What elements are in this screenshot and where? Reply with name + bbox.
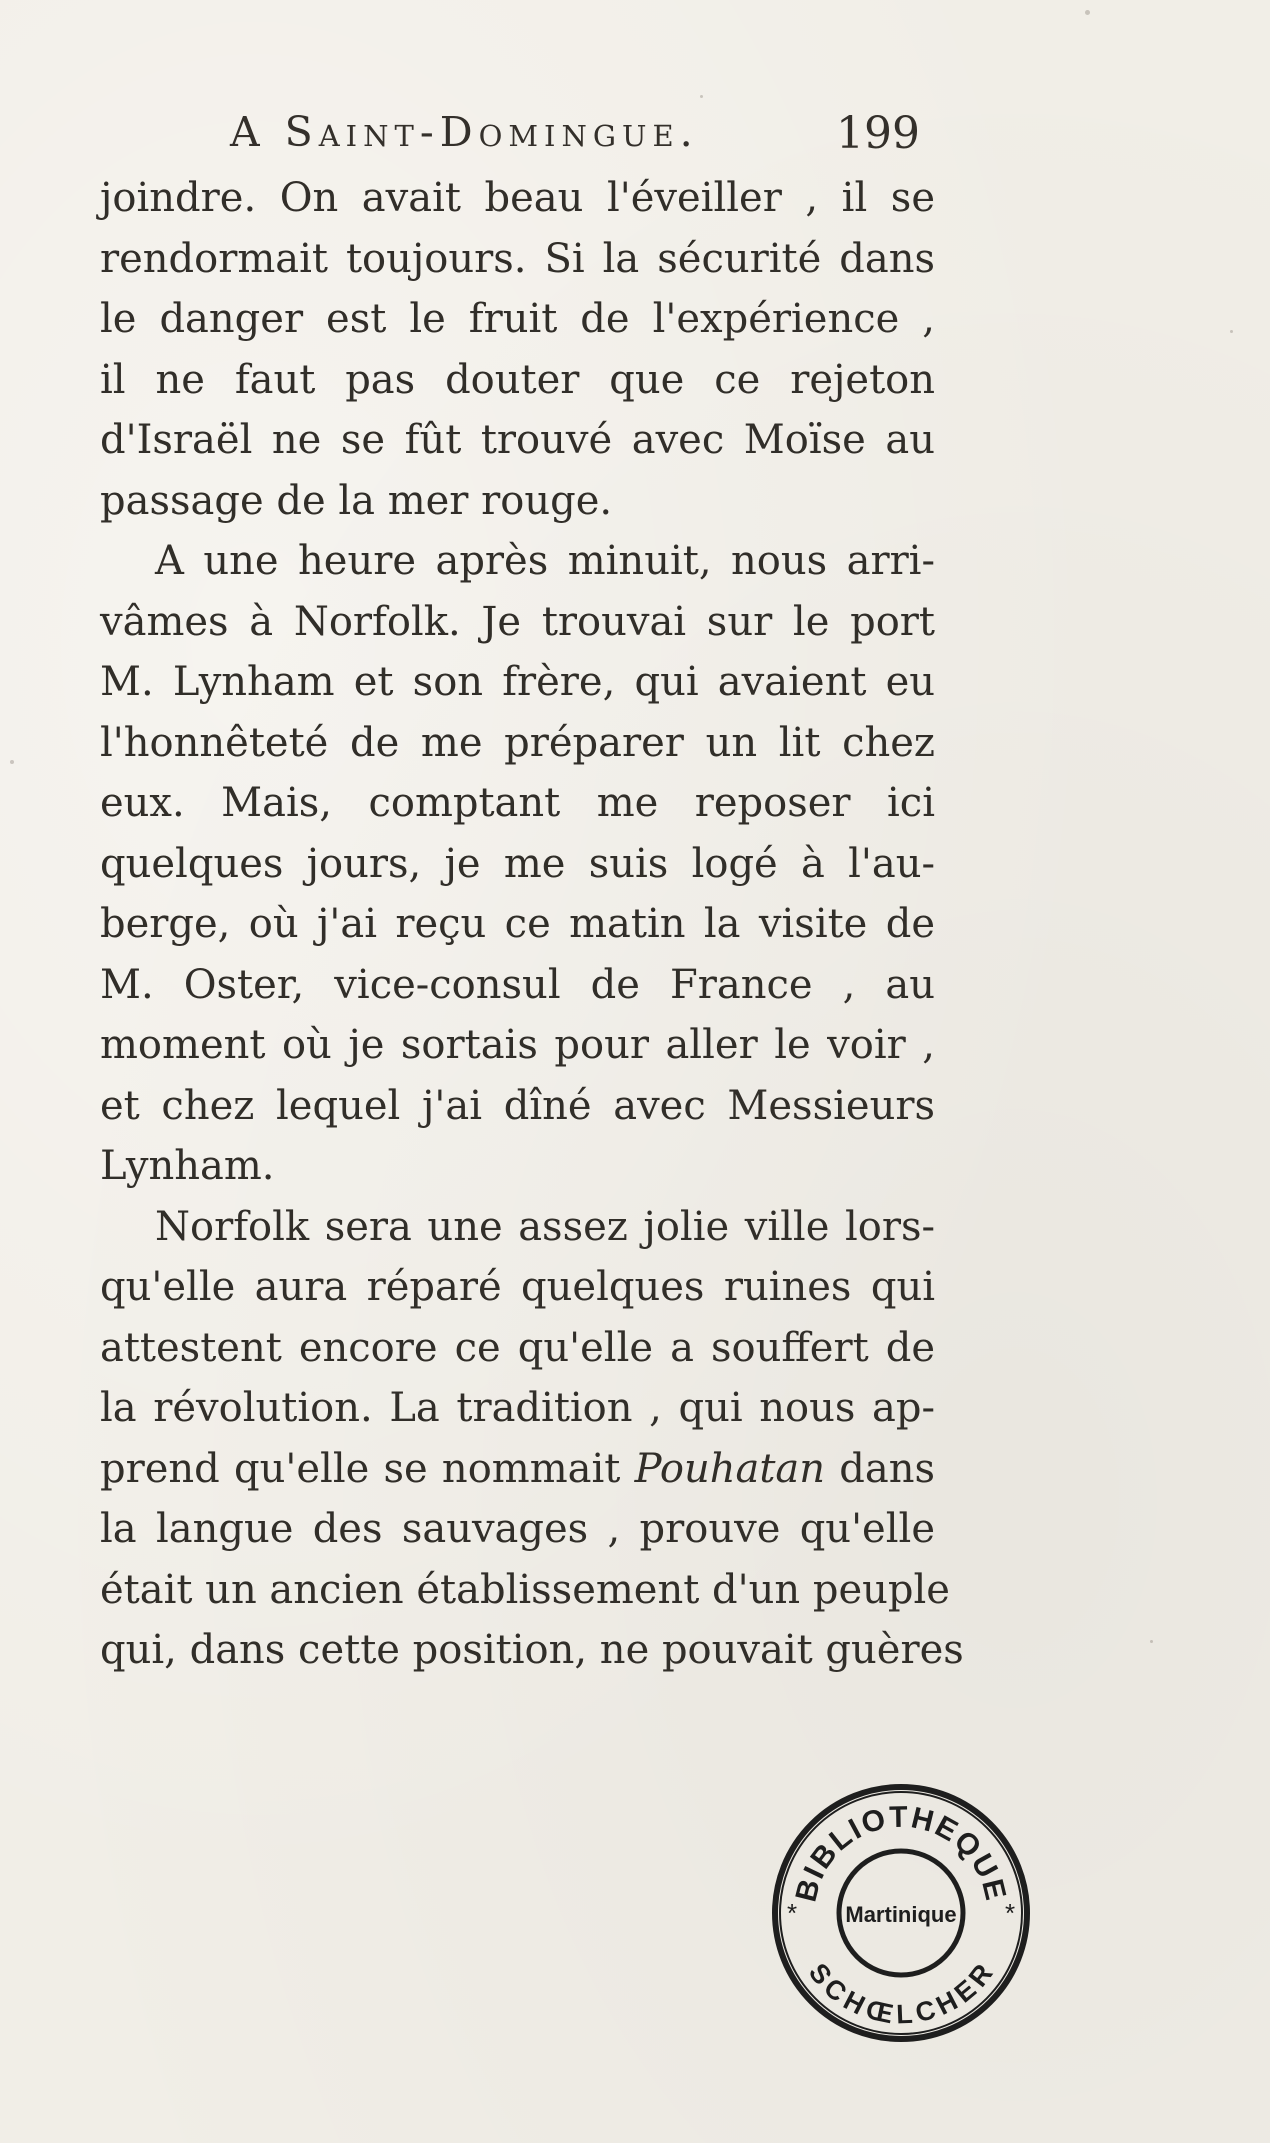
- text-line: berge, où j'ai reçu ce matin la visite de: [100, 901, 935, 947]
- text-line: attestent encore ce qu'elle a souffert de: [100, 1324, 935, 1371]
- text-line: Norfolk sera une assez jolie ville lors-: [155, 1203, 935, 1250]
- text-line: et chez lequel j'ai dîné avec Messieurs: [100, 1082, 935, 1129]
- paper-speck: [10, 760, 14, 764]
- paper-speck: [1150, 1640, 1153, 1643]
- stamp-star-icon: *: [786, 1898, 798, 1928]
- text-line: quelques jours, je me suis logé à l'au-: [100, 840, 935, 887]
- text-line: rendormait toujours. Si la sécurité dans: [100, 235, 935, 282]
- paragraph-3: [100, 1197, 964, 1681]
- text-line: passage de la mer rouge.: [100, 477, 613, 524]
- paper-speck: [1230, 330, 1233, 333]
- library-stamp: [770, 1782, 1032, 2044]
- text-line: la langue des sauvages , prouve qu'elle: [100, 1506, 935, 1552]
- page-header: [230, 108, 930, 158]
- text-line: l'honnêteté de me préparer un lit chez: [100, 719, 935, 766]
- text-line: il ne faut pas douter que ce rejeton: [100, 356, 935, 403]
- text-line: eux. Mais, comptant me reposer ici: [100, 780, 935, 826]
- text-line: le danger est le fruit de l'expérience ,: [100, 296, 935, 342]
- running-title: A Saint-Domingue.: [230, 108, 699, 156]
- stamp-top-text: BIBLIOTHEQUE: [789, 1800, 1013, 1906]
- text-line: M. Lynham et son frère, qui avaient eu: [100, 659, 935, 705]
- text-line: qui, dans cette position, ne pouvait guères: [100, 1627, 964, 1673]
- paragraph-1: [100, 168, 935, 531]
- text-line-with-italic: [100, 1439, 935, 1500]
- body-text: [100, 168, 964, 1681]
- text-segment: prend qu'elle se nommait: [100, 1445, 635, 1492]
- text-line: la révolution. La tradition , qui nous ap-: [100, 1385, 935, 1431]
- text-line: vâmes à Norfolk. Je trouvai sur le port: [100, 598, 935, 645]
- paper-speck: [1085, 10, 1090, 15]
- text-line: d'Israël ne se fût trouvé avec Moïse au: [100, 417, 935, 463]
- page-number: 199: [836, 108, 920, 159]
- text-line: Lynham.: [100, 1143, 275, 1189]
- paper-speck: [700, 95, 703, 98]
- stamp-center-text: Martinique: [845, 1902, 957, 1927]
- text-line: joindre. On avait beau l'éveiller , il se: [100, 175, 935, 221]
- text-line: moment où je sortais pour aller le voir ,: [100, 1022, 935, 1068]
- text-line: M. Oster, vice-consul de France , au: [100, 961, 935, 1008]
- italic-place-name: Pouhatan: [634, 1445, 826, 1492]
- stamp-star-icon: *: [1004, 1898, 1016, 1928]
- text-line: qu'elle aura réparé quelques ruines qui: [100, 1264, 935, 1310]
- paragraph-2: [100, 531, 935, 1197]
- text-segment: dans: [825, 1445, 935, 1492]
- text-line: était un ancien établissement d'un peuple: [100, 1566, 950, 1613]
- stamp-bottom-text: SCHŒLCHER: [802, 1957, 1000, 2030]
- text-line: A une heure après minuit, nous arri-: [155, 538, 935, 584]
